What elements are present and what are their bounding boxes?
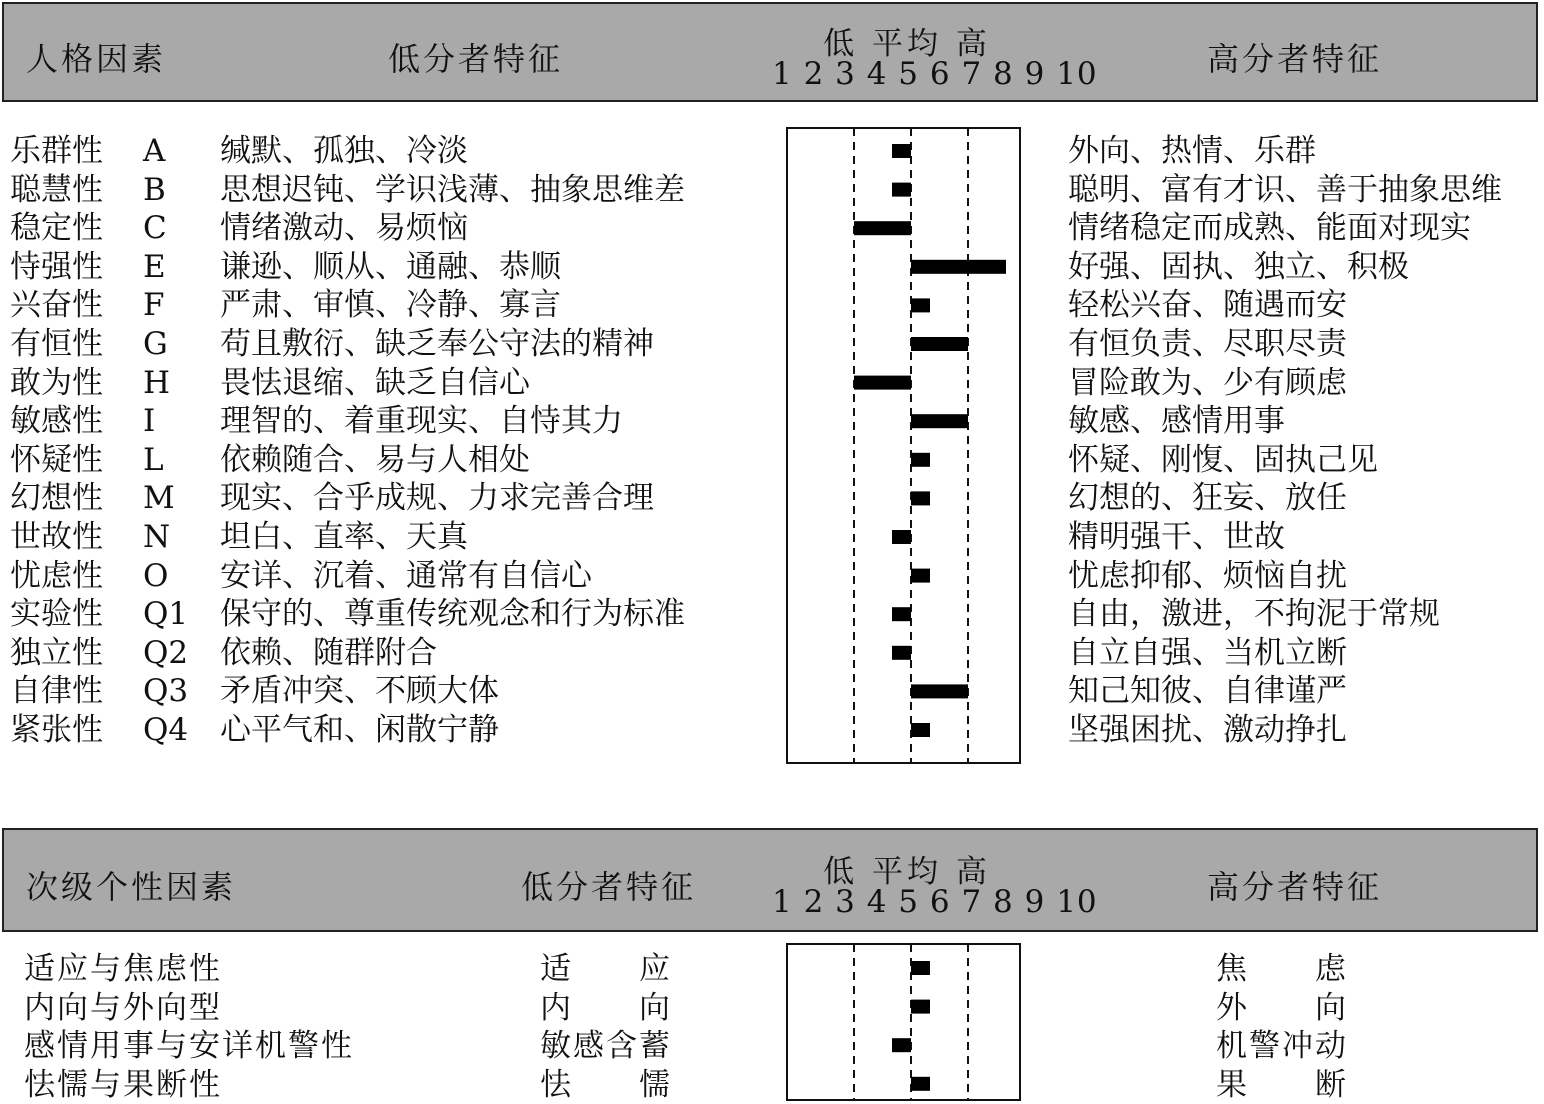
low-trait: 畏怯退缩、缺乏自信心: [220, 364, 530, 401]
secondary-low-trait: 适 应: [540, 951, 672, 987]
factor-code: Q4: [143, 712, 189, 748]
low-trait: 依赖随合、易与人相处: [220, 441, 530, 478]
high-trait: 冒险敢为、少有顾虑: [1068, 364, 1347, 401]
table2-bar-1: [911, 1000, 930, 1014]
factor-name: 乐群性: [10, 133, 103, 169]
table2-header-scale-words: 低 平均 高: [823, 854, 991, 890]
factor-name: 自律性: [10, 673, 103, 710]
secondary-factor-name: 感情用事与安详机警性: [24, 1028, 354, 1065]
secondary-low-trait: 内 向: [540, 989, 672, 1026]
high-trait: 怀疑、刚愎、固执己见: [1068, 441, 1378, 478]
factor-name: 世故性: [10, 519, 103, 555]
table2-header-high: 高分者特征: [1207, 868, 1383, 906]
factor-code: Q3: [143, 673, 189, 710]
factor-name: 紧张性: [10, 712, 103, 748]
table2-header-factor: 次级个性因素: [26, 868, 237, 906]
factor-code: Q1: [143, 596, 189, 633]
factor-name: 恃强性: [10, 248, 103, 285]
high-trait: 聪明、富有才识、善于抽象思维: [1068, 171, 1502, 208]
factor-code: N: [143, 519, 171, 555]
factor-code: Q2: [143, 634, 189, 671]
factor-code: A: [143, 133, 166, 169]
table2-plot-border: [787, 944, 1020, 1100]
secondary-high-trait: 果 断: [1216, 1066, 1348, 1103]
low-trait: 苟且敷衍、缺乏奉公守法的精神: [220, 326, 654, 362]
low-trait: 现实、合乎成规、力求完善合理: [220, 480, 654, 517]
table1-header-scale-words: 低 平均 高: [823, 26, 991, 62]
high-trait: 自由，激进，不拘泥于常规: [1068, 596, 1440, 633]
factor-code: M: [143, 480, 175, 517]
factor-code: I: [143, 403, 156, 440]
factor-code: E: [143, 248, 166, 285]
secondary-high-trait: 外 向: [1216, 989, 1348, 1026]
high-trait: 自立自强、当机立断: [1068, 634, 1347, 671]
factor-name: 稳定性: [10, 210, 103, 247]
table1-header-scale-numbers: 1 2 3 4 5 6 7 8 9 10: [772, 56, 1098, 92]
high-trait: 情绪稳定而成熟、能面对现实: [1068, 210, 1471, 247]
factor-name: 有恒性: [10, 326, 103, 362]
table2-header-scale-numbers: 1 2 3 4 5 6 7 8 9 10: [772, 884, 1098, 920]
table2-bar-0: [911, 961, 930, 975]
table1-header-high: 高分者特征: [1207, 40, 1383, 78]
low-trait: 坦白、直率、天真: [220, 519, 468, 555]
table2-header-low: 低分者特征: [521, 868, 697, 906]
high-trait: 好强、固执、独立、积极: [1068, 248, 1409, 285]
secondary-factor-name: 适应与焦虑性: [24, 951, 222, 987]
high-trait: 有恒负责、尽职尽责: [1068, 326, 1347, 362]
table2-plot-frame: [787, 944, 1020, 1100]
high-trait: 外向、热情、乐群: [1068, 133, 1316, 169]
factor-code: C: [143, 210, 167, 247]
high-trait: 轻松兴奋、随遇而安: [1068, 287, 1347, 324]
low-trait: 情绪激动、易烦恼: [220, 210, 468, 247]
table1-header-factor: 人格因素: [26, 40, 167, 78]
low-trait: 矛盾冲突、不顾大体: [220, 673, 499, 710]
low-trait: 安详、沉着、通常有自信心: [220, 557, 592, 594]
low-trait: 严肃、审慎、冷静、寡言: [220, 287, 561, 324]
secondary-factor-name: 怯懦与果断性: [24, 1066, 222, 1103]
factor-code: G: [143, 326, 168, 362]
factor-code: B: [143, 171, 166, 208]
low-trait: 缄默、孤独、冷淡: [220, 133, 468, 169]
factor-name: 忧虑性: [10, 557, 103, 594]
high-trait: 敏感、感情用事: [1068, 403, 1285, 440]
low-trait: 心平气和、闲散宁静: [220, 712, 499, 748]
high-trait: 精明强干、世故: [1068, 519, 1285, 555]
factor-name: 兴奋性: [10, 287, 103, 324]
factor-name: 敢为性: [10, 364, 103, 401]
low-trait: 思想迟钝、学识浅薄、抽象思维差: [220, 171, 685, 208]
secondary-low-trait: 敏感含蓄: [540, 1028, 672, 1065]
factor-code: O: [143, 557, 169, 594]
high-trait: 坚强困扰、激动挣扎: [1068, 712, 1347, 748]
factor-name: 幻想性: [10, 480, 103, 517]
secondary-low-trait: 怯 懦: [540, 1066, 672, 1103]
secondary-high-trait: 机警冲动: [1216, 1028, 1348, 1065]
secondary-high-trait: 焦 虑: [1216, 951, 1348, 987]
table2-bar-2: [892, 1038, 911, 1052]
high-trait: 知己知彼、自律谨严: [1068, 673, 1347, 710]
table2-bar-3: [911, 1077, 930, 1091]
low-trait: 理智的、着重现实、自恃其力: [220, 403, 623, 440]
factor-code: F: [143, 287, 165, 324]
factor-name: 敏感性: [10, 403, 103, 440]
factor-code: L: [143, 441, 164, 478]
factor-name: 独立性: [10, 634, 103, 671]
low-trait: 依赖、随群附合: [220, 634, 437, 671]
factor-name: 聪慧性: [10, 171, 103, 208]
low-trait: 保守的、尊重传统观念和行为标准: [220, 596, 685, 633]
high-trait: 忧虑抑郁、烦恼自扰: [1068, 557, 1347, 594]
high-trait: 幻想的、狂妄、放任: [1068, 480, 1347, 517]
secondary-factor-name: 内向与外向型: [24, 989, 222, 1026]
low-trait: 谦逊、顺从、通融、恭顺: [220, 248, 561, 285]
factor-name: 实验性: [10, 596, 103, 633]
factor-name: 怀疑性: [10, 441, 103, 478]
factor-code: H: [143, 364, 171, 401]
table1-header-low: 低分者特征: [388, 40, 564, 78]
